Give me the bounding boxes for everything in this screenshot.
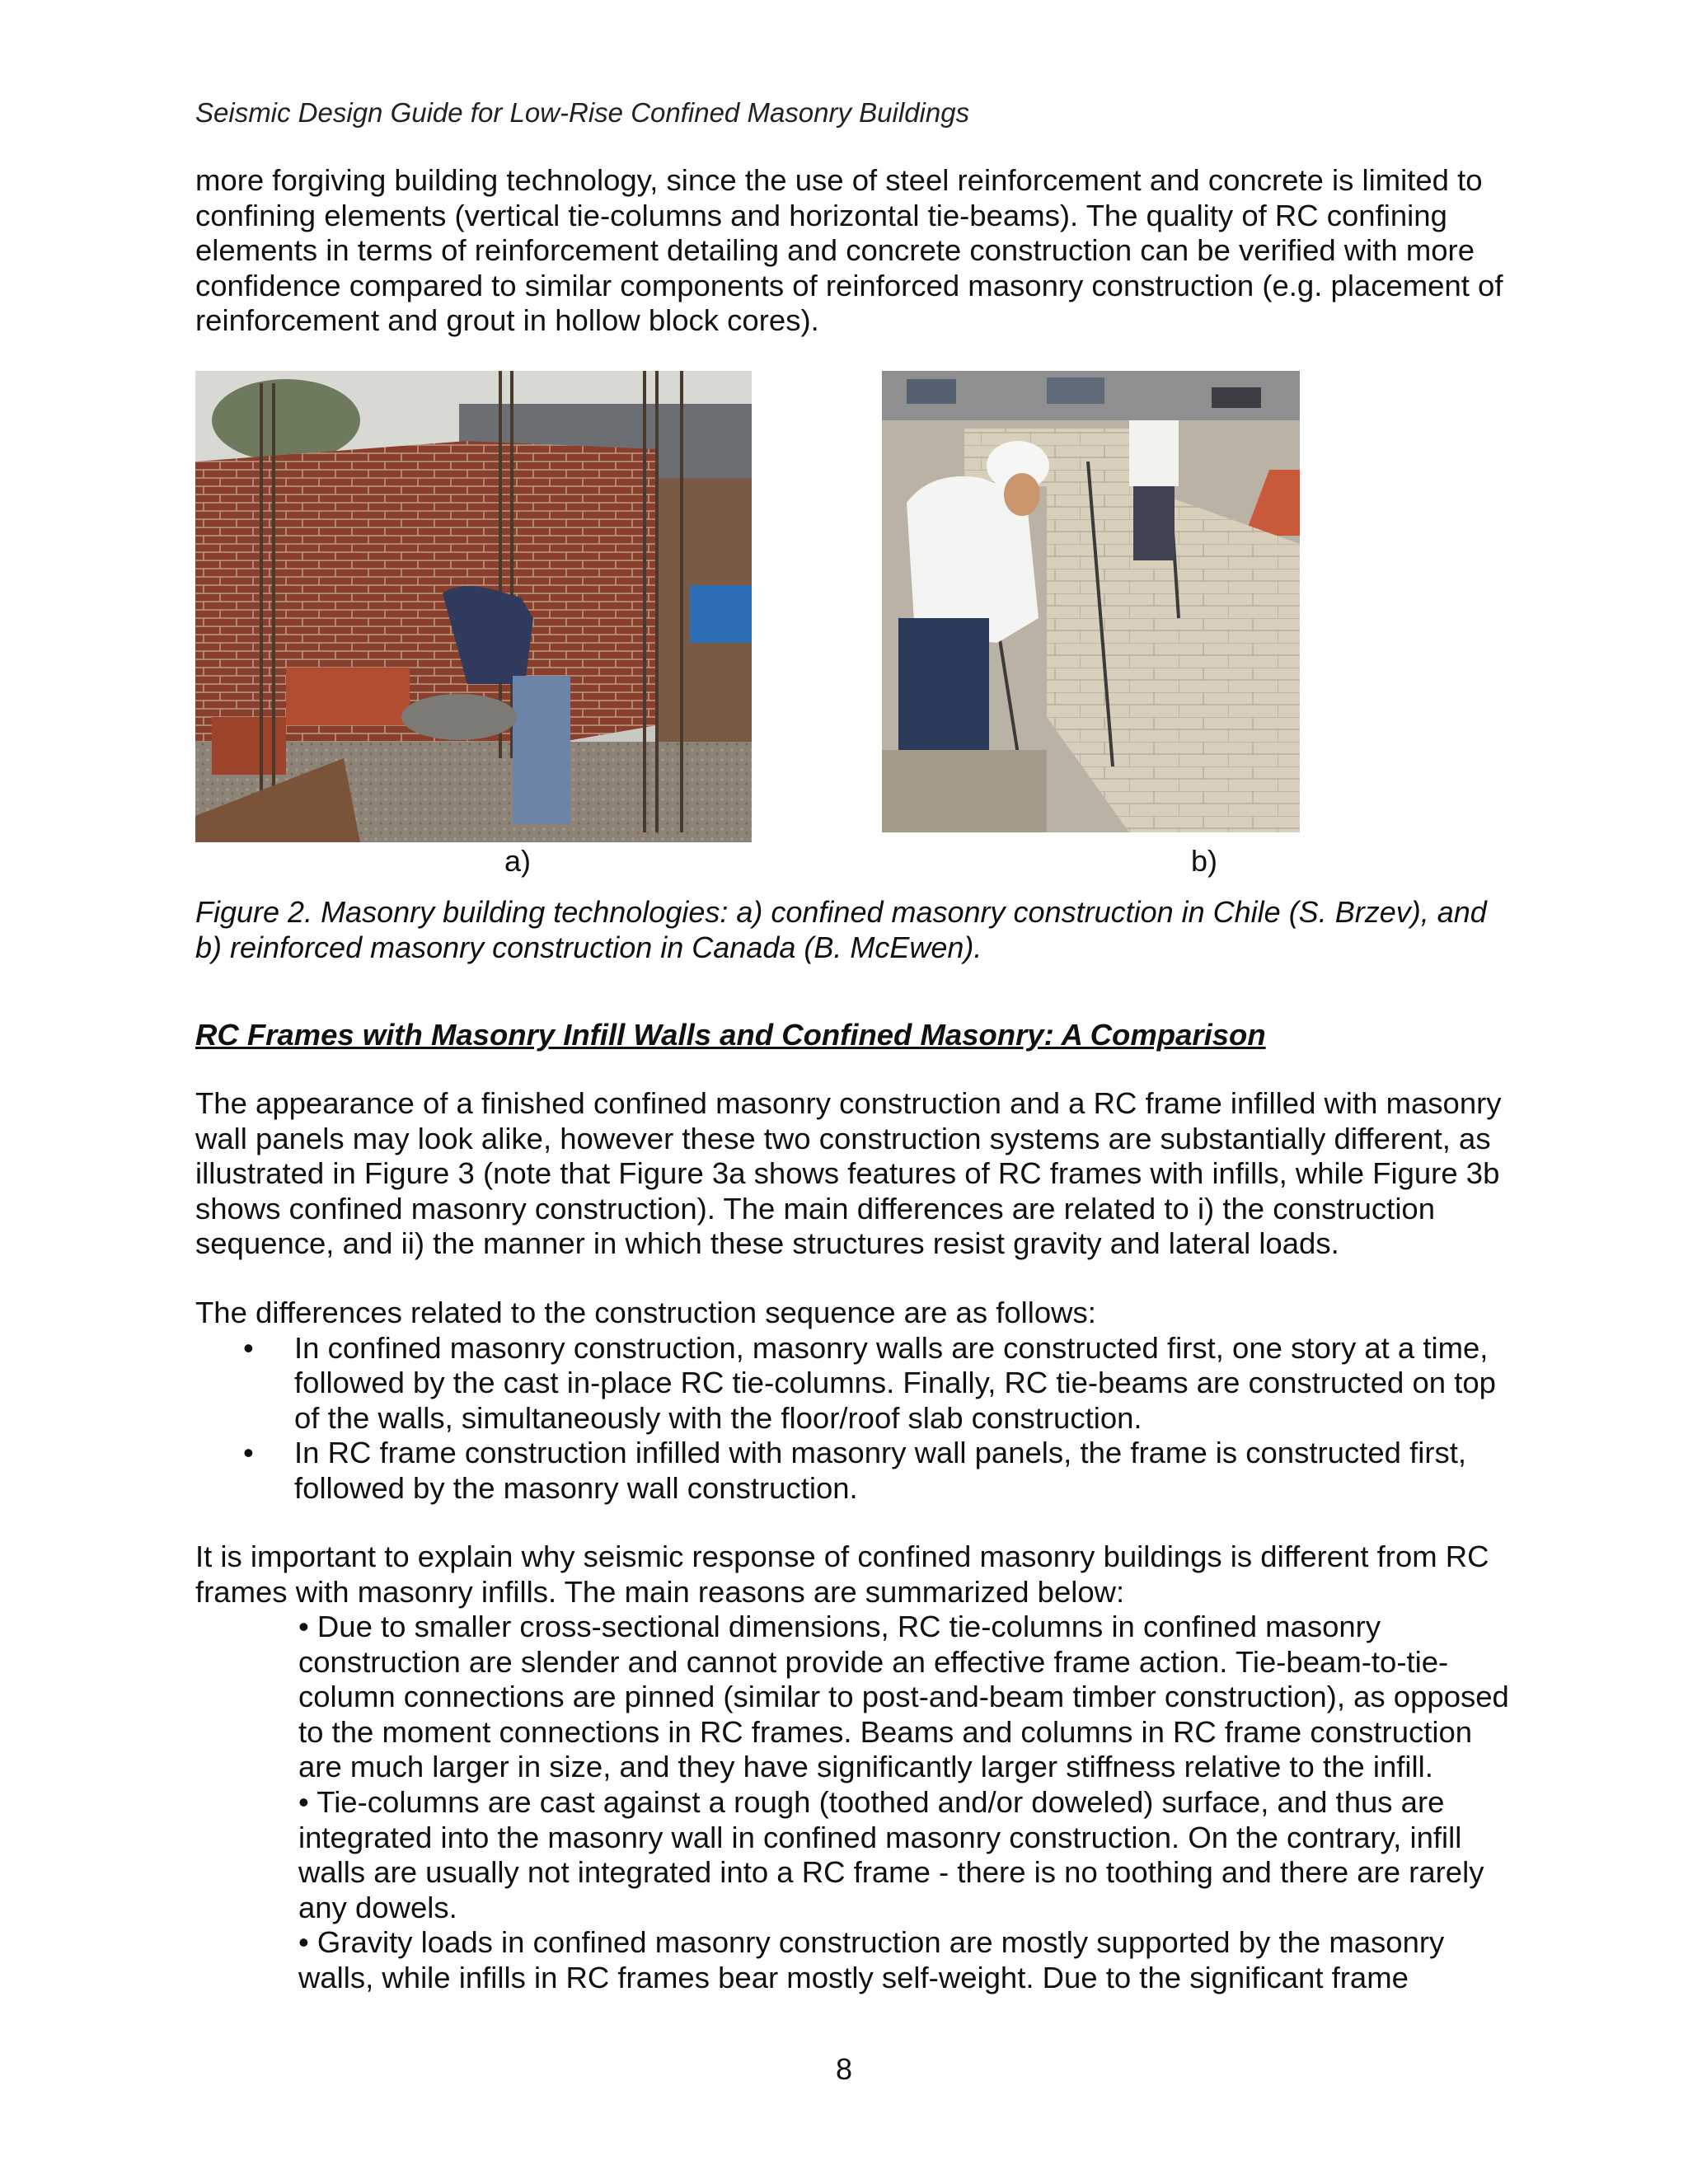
text-line: of the walls, simultaneously with the floor/roof slab construction. [294,1400,1142,1435]
list-item [298,1925,1535,1995]
figure-caption [195,895,1531,965]
comparison-paragraph [195,1086,1531,1262]
text-line: • Due to smaller cross-sectional dimensions, RC tie-columns in confined masonry [298,1610,1381,1643]
text-line: reinforcement and grout in hollow block cores). [195,303,819,338]
text-line: • Tie-columns are cast against a rough (toothed and/or doweled) surface, and thus are [298,1784,1445,1819]
caption-line: Figure 2. Masonry building technologies: a) confined masonry construction in Chile (S. Brzev), and [195,895,1487,929]
text-line: illustrated in Figure 3 (note that Figure 3a shows features of RC frames with infills, while Figure 3b [195,1156,1500,1191]
text-line: In RC frame construction infilled with masonry wall panels, the frame is constructed first, [294,1436,1467,1470]
list-item [298,1610,1535,1785]
text-line: In confined masonry construction, masonry walls are constructed first, one story at a time, [294,1330,1489,1365]
text-line: walls are usually not integrated into a RC frame - there is no toothing and there are rarely [298,1855,1484,1890]
text-line: any dowels. [298,1890,457,1924]
list-item [195,1436,1531,1506]
running-header: Seismic Design Guide for Low-Rise Confined Masonry Buildings [195,97,970,128]
photo-confined-masonry-chile [195,371,752,842]
photo-reinforced-masonry-illustration [882,371,1300,832]
text-line: It is important to explain why seismic response of confined masonry buildings is different from RC [195,1540,1489,1573]
construction-sequence-section [195,1296,1531,1507]
page-number: 8 [835,2052,853,2086]
seismic-response-paragraph [195,1540,1531,1610]
figure-label-a: a) [504,844,532,878]
text-line: followed by the cast in-place RC tie-columns. Finally, RC tie-beams are constructed on top [294,1366,1496,1400]
text-line: elements in terms of reinforcement detailing and concrete construction can be verified with more [195,233,1475,268]
text-line: frames with masonry infills. The main reasons are summarized below: [195,1574,1125,1609]
caption-line: b) reinforced masonry construction in Canada (B. McEwen). [195,930,982,964]
text-line: wall panels may look alike, however these two construction systems are substantially different, as [195,1121,1491,1155]
bullet-icon: • [243,1436,254,1470]
text-line: • Gravity loads in confined masonry construction are mostly supported by the masonry [298,1925,1445,1960]
photo-reinforced-masonry-canada [882,371,1300,832]
text-line: confining elements (vertical tie-columns and horizontal tie-beams). The quality of RC confining [195,198,1447,232]
text-line: followed by the masonry wall construction. [294,1470,858,1505]
figure-label-b: b) [1191,844,1218,878]
text-line: column connections are pinned (similar to post-and-beam timber construction), as opposed [298,1680,1509,1714]
text-line: more forgiving building technology, since the use of steel reinforcement and concrete is limited to [195,163,1483,197]
bullet-list [195,1331,1531,1507]
text-line: sequence, and ii) the manner in which these structures resist gravity and lateral loads. [195,1226,1339,1261]
text-line: confidence compared to similar components of reinforced masonry construction (e.g. placement of [195,268,1503,302]
text-line: shows confined masonry construction). The main differences are related to i) the construction [195,1191,1436,1226]
intro-paragraph [195,163,1531,339]
text-line: walls, while infills in RC frames bear mostly self-weight. Due to the significant frame [298,1960,1409,1994]
reasons-list [298,1610,1535,1996]
section-heading: RC Frames with Masonry Infill Walls and Confined Masonry: A Comparison [195,1018,1266,1052]
photo-confined-masonry-illustration [195,371,752,842]
list-item [195,1331,1531,1436]
bullet-icon: • [243,1330,254,1365]
list-item [298,1785,1535,1925]
text-line: The appearance of a finished confined masonry construction and a RC frame infilled with masonry [195,1086,1502,1120]
text-line: integrated into the masonry wall in confined masonry construction. On the contrary, infill [298,1820,1462,1854]
text-line: construction are slender and cannot provide an effective frame action. Tie-beam-to-tie- [298,1644,1449,1679]
text-line: to the moment connections in RC frames. Beams and columns in RC frame construction [298,1714,1473,1749]
text-line: The differences related to the construction sequence are as follows: [195,1296,1096,1329]
text-line: are much larger in size, and they have significantly larger stiffness relative to the infill. [298,1750,1433,1784]
